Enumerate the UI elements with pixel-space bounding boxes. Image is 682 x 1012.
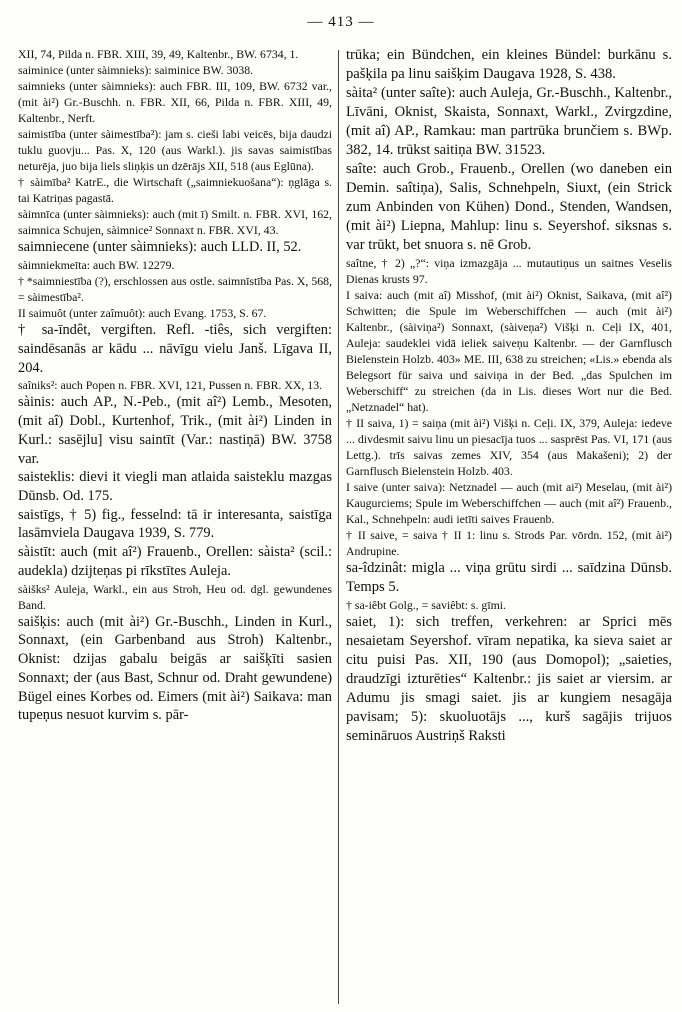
dictionary-entry: saisteklis: dievi it viegli man atlaida saisteklu mazgas Dūnsb. Od. 175. [18,469,332,504]
dictionary-entry: XII, 74, Pilda n. FBR. XIII, 39, 49, Kaltenbr., BW. 6734, 1. [18,47,299,61]
dictionary-entry: † sa-īndêt, vergiften. Refl. -tiês, sich vergiften: saindēsanās ar kādu ... nāvīgu vielu Janš. Līgava II, 204. [18,322,332,376]
page-number: — 413 — [307,14,375,30]
dictionary-entry: saimnieks (unter sàimnieks): auch FBR. III, 109, BW. 6732 var., (mit ài²) Gr.-Buschh. n. FBR. XII, 66, Pilda n. FBR. XIII, 49, Kaltenbr., Nerft. [18,79,332,126]
dictionary-entry: saîtne, † 2) „?“: viņa izmazgāja ... mutautiņus un saitnes Veselis Dienas krusts 97. [346,255,672,286]
dictionary-entry: saimniecene (unter sàimnieks): auch LLD. II, 52. [18,239,302,256]
dictionary-entry: sàistīt: auch (mit aî²) Frauenb., Orellen: sàista² (scil.: audekla) dzijteņas pi rīkstītes Auleja. [18,544,332,579]
dictionary-entry: I saive (unter saiva): Netznadel — auch (mit ai²) Meselau, (mit ài²) Kaugurciems; Spule im Weberschiffchen — auch (mit aî²) Frauenb., Kal., Schnehpeln: audi ietīti saives Frauenb. [346,480,672,527]
left-column [18,46,332,1006]
dictionary-entry: † II saive, = saiva † II 1: linu s. Strods Par. vōrdn. 152, (mit ài²) Andrupine. [346,528,672,559]
dictionary-entry: † sàimība² KatrE., die Wirtschaft („saimniekuošana“): ņglāga s. tai Katriņas pagastā. [18,175,332,206]
dictionary-entry: saimistība (unter sàimestība²): jam s. cieši labi veicēs, bija daudzi tuklu guovju... Pas. X, 120 (aus Warkl.). jis savas saimistības neturēja, juo bija liels sliņķis un dzērājs XII, 518 (aus Eglūna). [18,127,332,174]
dictionary-entry: saišķis: auch (mit ài²) Gr.-Buschh., Linden in Kurl., Sonnaxt, (ein Garbenband aus Stroh) Kaltenbr., Oknist: dzijas gabalu beigās ar saišķīti sasien Sonnaxt; der (aus Bast, Schnur od. Draht gewundene) Bügel eines Korbes od. Eimers (mit ài²) Saikava: man tupeņus nesuot kurvim s. pār- [18,613,332,724]
dictionary-entry: saiet, 1): sich treffen, verkehren: ar Sprici mēs nesaietam Seyershof. vīram nepatika, ka sieva saiet ar citu puisi Pas. XII, 190 (aus Domopol); „saieties, draudzīgi izturēties“ Kaltenbr.: jis saiet ar viersim. ar Adumu jis smagi saiet. jis ar kungiem nesagāja pavisam; 5): skuoluotājs ..., kurš sagājis trijuos semināruos Austriņš Raksti [346,614,672,745]
dictionary-entry: † II saiva, 1) = saiņa (mit ài²) Višķi n. Ceļi. IX, 379, Auleja: iedeve ... divdesmit saivu linu un piesacīja tuos ... sasprēst Pas. VI, 171 (aus Lettg.). trīs saivas zemes XIV, 354 (aus Makašeni); 2) der Garnflusch Bielenstein Holzb. 403. [346,415,672,479]
dictionary-entry: sàimnīca (unter sàimnieks): auch (mit ī) Smilt. n. FBR. XVI, 162, saimnica Schujen, sàimnice² Sonnaxt n. FBR. XVI, 43. [18,207,332,238]
dictionary-entry: sa-îdzinât: migla ... viņa grūtu sirdi ... saīdzina Dūnsb. Temps 5. [346,560,672,596]
dictionary-entry: trūka; ein Bündchen, ein kleines Bündel: burkānu s. pašķila pa linu saišķim Daugava 1928, S. 438. [346,47,672,82]
dictionary-entry: saistīgs, † 5) fig., fesselnd: tā ir interesanta, saistīga lasāmviela Daugava 1939, S. 779. [18,506,332,542]
column-divider [338,50,339,1004]
dictionary-entry: sàimniekmeīta: auch BW. 12279. [18,258,175,273]
dictionary-entry: † *saimniestība (?), erschlossen aus ostle. saimnīstība Pas. X, 568, = sàimestība². [18,274,332,305]
dictionary-entry: saiminice (unter sàimnieks): saiminice BW. 3038. [18,63,254,78]
dictionary-entry: saîniks²: auch Popen n. FBR. XVI, 121, Pussen n. FBR. XX, 13. [18,378,323,393]
dictionary-entry: saîte: auch Grob., Frauenb., Orellen (wo daneben ein Demin. saîtiņa), Salis, Schnehpeln, Siuxt, (ein Strick zum Anbinden von Kühen) Dond., Stenden, Wandsen, (mit ài²) Liepna, Mahlup: linu s. Seyershof. siksnas s. var trūkt, bet snuora s. nē Grob. [346,160,672,253]
dictionary-entry: sàinis: auch AP., N.-Peb., (mit aî²) Lemb., Mesoten, (mit aî) Dobl., Kurtenhof, Trik., (mit ài²) Linden in Kurl.: sasējlu] visu saintīt (Var.: nastiņā) BW. 3758 var. [18,394,332,467]
right-column [346,46,672,1006]
dictionary-entry: sàita² (unter saîte): auch Auleja, Gr.-Buschh., Kaltenbr., Līvāni, Oknist, Skaista, Sonnaxt, Warkl., Zvirgzdine, (mit aî) AP., Ramkau: man partrūka brunčiem s. BWp. 382, 14. trūkst saitiņa BW. 31523. [346,84,672,158]
dictionary-entry: † sa-iêbt Golg., = saviêbt: s. gīmi. [346,598,506,613]
dictionary-entry: I saiva: auch (mit aî) Misshof, (mit ài²) Oknist, Saikava, (mit aî²) Schwitten; die Spule im Weberschiffchen — auch (mit ài²) Kaltenbr., (sàiviņa²) Sonnaxt, (sàiveņa²) Višķi n. Ceļi IX, 401, Auleja: saudeklei vidā ieliek saiveņu Kaltenbr. — der Garnflusch Bielenstein Holzb. 403» ME. III, 638 zu streichen; «Lis.» ebenda als Belegsort für saiva und saiviņa in der Bed. „das Spulchen im Weberschiff“ zu streichen (da in Lis. dieses Wort nur die Bed. „Netznadel“ hat). [346,287,672,414]
dictionary-entry: sàišks² Auleja, Warkl., ein aus Stroh, Heu od. dgl. gewundenes Band. [18,581,332,612]
dictionary-entry: II saimuôt (unter zaîmuôt): auch Evang. 1753, S. 67. [18,306,267,321]
